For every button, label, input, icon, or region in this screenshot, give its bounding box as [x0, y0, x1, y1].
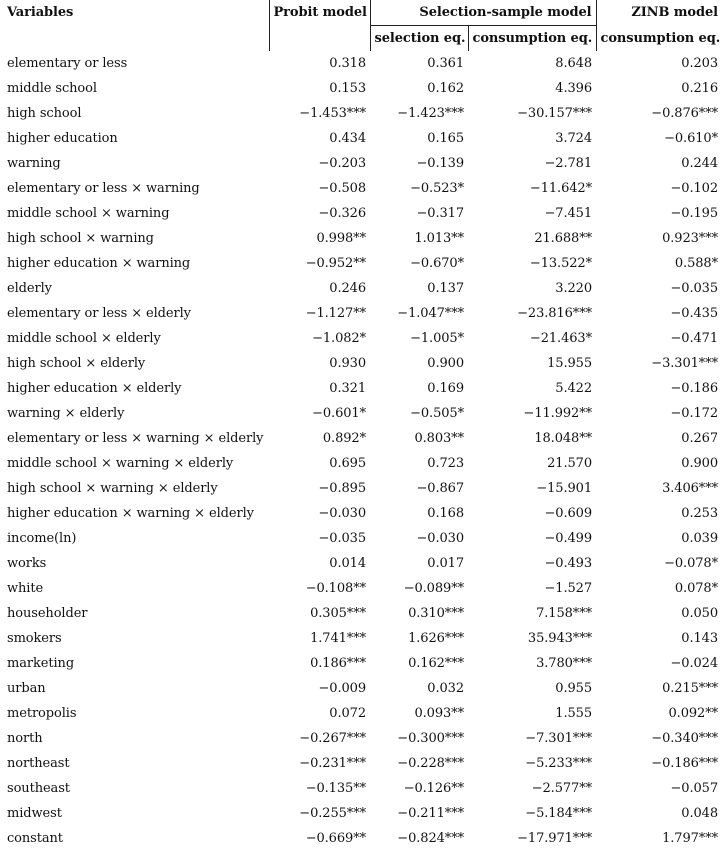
table-row: [0, 651, 722, 676]
table-row: [0, 501, 722, 526]
variable-label: midwest: [7, 806, 62, 821]
variable-label: middle school × warning: [7, 206, 170, 221]
table-row: [0, 551, 722, 576]
table-row: [0, 576, 722, 601]
header-row-1: [0, 0, 722, 26]
zinb-value: 0.048: [681, 806, 719, 821]
consumption-eq-value: −21.463*: [529, 331, 593, 346]
probit-value: 1.741***: [310, 631, 366, 646]
consumption-eq-value: 3.220: [555, 281, 593, 296]
consumption-eq-value: −1.527: [544, 581, 593, 596]
table-row: [0, 601, 722, 626]
selection-eq-value: 0.137: [427, 281, 464, 296]
zinb-value: 0.050: [681, 606, 719, 621]
probit-value: −0.009: [318, 681, 366, 696]
selection-eq-value: −0.824***: [397, 831, 464, 846]
zinb-value: 3.406***: [662, 481, 719, 496]
consumption-eq-value: −11.642*: [529, 181, 593, 196]
probit-value: −1.127**: [305, 306, 366, 321]
selection-eq-value: −0.126**: [403, 781, 464, 796]
zinb-value: 0.203: [681, 56, 719, 71]
probit-value: −0.135**: [305, 781, 366, 796]
consumption-eq-value: 0.955: [555, 681, 593, 696]
zinb-value: −0.340***: [651, 731, 719, 746]
variable-label: north: [7, 731, 43, 746]
zinb-value: −0.102: [670, 181, 719, 196]
variable-label: constant: [7, 831, 63, 846]
table-row: [0, 626, 722, 651]
table-body: [0, 51, 722, 851]
table-row: [0, 801, 722, 826]
selection-eq-value: 0.032: [427, 681, 464, 696]
probit-value: 0.695: [329, 456, 366, 471]
selection-eq-value: −0.139: [416, 156, 464, 171]
consumption-eq-value: −11.992**: [523, 406, 593, 421]
consumption-eq-value: −0.499: [544, 531, 593, 546]
table-row: [0, 751, 722, 776]
table-row: [0, 76, 722, 101]
consumption-eq-value: 35.943***: [527, 631, 593, 646]
consumption-eq-value: −23.816***: [517, 306, 593, 321]
variable-label: elementary or less × warning × elderly: [7, 431, 264, 446]
zinb-value: 0.215***: [662, 681, 719, 696]
selection-eq-value: −0.523*: [410, 181, 464, 196]
probit-value: −0.895: [318, 481, 366, 496]
zinb-value: 0.143: [681, 631, 719, 646]
selection-eq-value: −0.300***: [397, 731, 464, 746]
table-row: [0, 101, 722, 126]
variable-label: elementary or less × warning: [7, 181, 200, 196]
probit-value: 0.072: [329, 706, 366, 721]
consumption-eq-value: 15.955: [547, 356, 593, 371]
probit-value: 0.153: [329, 81, 366, 96]
table-row: [0, 51, 722, 76]
table-row: [0, 226, 722, 251]
selection-eq-value: 0.017: [427, 556, 464, 571]
table-row: [0, 176, 722, 201]
table-row: [0, 126, 722, 151]
zinb-value: −0.186: [670, 381, 719, 396]
probit-value: 0.246: [329, 281, 366, 296]
probit-value: −0.108**: [305, 581, 366, 596]
variable-label: marketing: [7, 656, 75, 671]
zinb-value: −0.024: [670, 656, 719, 671]
variable-label: middle school: [7, 81, 97, 96]
probit-value: −1.453***: [299, 106, 366, 121]
selection-eq-value: 0.162: [427, 81, 464, 96]
selection-eq-value: −0.670*: [410, 256, 464, 271]
consumption-eq-value: −13.522*: [529, 256, 593, 271]
zinb-value: −0.057: [670, 781, 719, 796]
probit-value: −0.035: [318, 531, 366, 546]
zinb-value: 1.797***: [662, 831, 719, 846]
variable-label: high school × warning: [7, 231, 154, 246]
probit-value: 0.930: [329, 356, 366, 371]
zinb-value: −0.078*: [664, 556, 719, 571]
selection-eq-value: −0.505*: [410, 406, 464, 421]
variable-label: elementary or less × elderly: [7, 306, 191, 321]
variable-label: higher education × warning: [7, 256, 191, 271]
variable-label: higher education × elderly: [7, 381, 182, 396]
probit-value: −0.267***: [299, 731, 366, 746]
selection-eq-value: 0.162***: [408, 656, 464, 671]
variables-header: Variables: [0, 0, 269, 51]
variable-label: warning × elderly: [7, 406, 125, 421]
zinb-value: 0.900: [681, 456, 719, 471]
consumption-eq-value: 7.158***: [536, 606, 593, 621]
probit-value: 0.014: [329, 556, 366, 571]
table-row: [0, 251, 722, 276]
zinb-value: −0.035: [670, 281, 719, 296]
probit-value: −0.326: [318, 206, 366, 221]
variable-label: southeast: [7, 781, 70, 796]
selection-eq-value: 0.165: [427, 131, 464, 146]
table-row: [0, 151, 722, 176]
zinb-value: −0.172: [670, 406, 719, 421]
zinb-value: −0.435: [670, 306, 719, 321]
consumption-eq-header: consumption eq.: [468, 26, 596, 52]
selection-eq-value: −0.211***: [397, 806, 464, 821]
probit-value: −0.669**: [305, 831, 366, 846]
table-row: [0, 776, 722, 801]
table-row: [0, 201, 722, 226]
selection-eq-value: −0.030: [416, 531, 464, 546]
variable-label: higher education × warning × elderly: [7, 506, 254, 521]
selection-eq-value: 0.361: [427, 56, 464, 71]
table-header: [0, 0, 722, 51]
consumption-eq-value: 18.048**: [534, 431, 593, 446]
zinb-value: 0.244: [681, 156, 719, 171]
probit-value: 0.318: [329, 56, 366, 71]
selection-eq-value: 0.310***: [408, 606, 464, 621]
variable-label: middle school × elderly: [7, 331, 161, 346]
consumption-eq-value: −15.901: [536, 481, 593, 496]
table-row: [0, 351, 722, 376]
selection-eq-value: −0.089**: [403, 581, 464, 596]
table-row: [0, 526, 722, 551]
consumption-eq-value: −5.233***: [525, 756, 593, 771]
consumption-eq-value: −0.493: [544, 556, 593, 571]
variable-label: white: [7, 581, 44, 596]
selection-eq-value: −0.228***: [397, 756, 464, 771]
table-row: [0, 451, 722, 476]
selection-eq-value: 0.168: [427, 506, 464, 521]
consumption-eq-value: −5.184***: [525, 806, 593, 821]
probit-value: −0.203: [318, 156, 366, 171]
selection-eq-value: −0.317: [416, 206, 464, 221]
selection-eq-value: −0.867: [416, 481, 464, 496]
selection-eq-value: 0.723: [427, 456, 464, 471]
selection-eq-value: 0.900: [427, 356, 464, 371]
consumption-eq-value: 5.422: [555, 381, 593, 396]
variable-label: householder: [7, 606, 88, 621]
consumption-eq-value: −2.781: [544, 156, 593, 171]
consumption-eq-value: 1.555: [555, 706, 593, 721]
variable-label: metropolis: [7, 706, 77, 721]
consumption-eq-value: −0.609: [544, 506, 593, 521]
selection-eq-value: 1.013**: [414, 231, 464, 246]
zinb-value: 0.253: [681, 506, 719, 521]
zinb-consumption-eq-header: consumption eq.: [600, 30, 721, 46]
variable-label: middle school × warning × elderly: [7, 456, 234, 471]
zinb-value: −0.186***: [651, 756, 719, 771]
variable-label: northeast: [7, 756, 70, 771]
selection-eq-value: −1.047***: [397, 306, 464, 321]
probit-value: 0.998**: [316, 231, 366, 246]
selection-sample-model-header: Selection-sample model: [370, 0, 596, 26]
zinb-value: 0.216: [681, 81, 719, 96]
variable-label: higher education: [7, 131, 118, 146]
consumption-eq-value: −30.157***: [517, 106, 593, 121]
variable-label: works: [7, 556, 47, 571]
probit-value: 0.305***: [310, 606, 366, 621]
variable-label: elderly: [7, 281, 52, 296]
table-row: [0, 726, 722, 751]
probit-value: 0.321: [329, 381, 366, 396]
selection-eq-value: 0.803**: [414, 431, 464, 446]
probit-value: −0.601*: [312, 406, 366, 421]
table-row: [0, 826, 722, 851]
consumption-eq-value: 21.570: [547, 456, 593, 471]
selection-eq-value: 1.626***: [408, 631, 464, 646]
zinb-value: 0.267: [681, 431, 719, 446]
table-row: [0, 476, 722, 501]
selection-eq-value: 0.169: [427, 381, 464, 396]
zinb-value: 0.923***: [662, 231, 719, 246]
table-row: [0, 701, 722, 726]
probit-value: 0.186***: [310, 656, 366, 671]
zinb-value: 0.078*: [674, 581, 719, 596]
zinb-value: −3.301***: [651, 356, 719, 371]
zinb-value: −0.610*: [664, 131, 719, 146]
variable-label: smokers: [7, 631, 62, 646]
probit-value: −0.255***: [299, 806, 366, 821]
zinb-value: −0.195: [670, 206, 719, 221]
consumption-eq-value: 3.780***: [536, 656, 593, 671]
variable-label: elementary or less: [7, 56, 128, 71]
probit-value: −0.231***: [299, 756, 366, 771]
zinb-value: −0.876***: [651, 106, 719, 121]
zinb-value: −0.471: [670, 331, 719, 346]
probit-value: −1.082*: [312, 331, 366, 346]
table-row: [0, 401, 722, 426]
variable-label: high school × elderly: [7, 356, 146, 371]
table-row: [0, 276, 722, 301]
probit-value: −0.952**: [305, 256, 366, 271]
selection-eq-value: −1.005*: [410, 331, 464, 346]
consumption-eq-value: 21.688**: [534, 231, 593, 246]
variable-label: warning: [7, 156, 61, 171]
variable-label: high school × warning × elderly: [7, 481, 218, 496]
probit-value: −0.030: [318, 506, 366, 521]
consumption-eq-value: 8.648: [555, 56, 593, 71]
consumption-eq-value: 4.396: [555, 81, 593, 96]
probit-value: 0.434: [329, 131, 366, 146]
table-row: [0, 426, 722, 451]
zinb-value: 0.092**: [668, 706, 719, 721]
zinb-value: 0.588*: [674, 256, 719, 271]
variable-label: urban: [7, 681, 46, 696]
consumption-eq-value: −7.451: [544, 206, 593, 221]
table-row: [0, 676, 722, 701]
probit-value: −0.508: [318, 181, 366, 196]
consumption-eq-value: −17.971***: [517, 831, 593, 846]
zinb-model-header: ZINB model: [631, 5, 719, 21]
consumption-eq-value: −7.301***: [525, 731, 593, 746]
variable-label: high school: [7, 106, 82, 121]
consumption-eq-value: 3.724: [555, 131, 593, 146]
zinb-value: 0.039: [681, 531, 719, 546]
variable-label: income(ln): [7, 531, 77, 546]
table-row: [0, 326, 722, 351]
selection-eq-header: selection eq.: [370, 26, 468, 52]
table-row: [0, 376, 722, 401]
selection-eq-value: −1.423***: [397, 106, 464, 121]
consumption-eq-value: −2.577**: [531, 781, 593, 796]
selection-eq-value: 0.093**: [414, 706, 464, 721]
table-row: [0, 301, 722, 326]
probit-value: 0.892*: [322, 431, 366, 446]
probit-model-header: Probit model: [269, 0, 370, 51]
